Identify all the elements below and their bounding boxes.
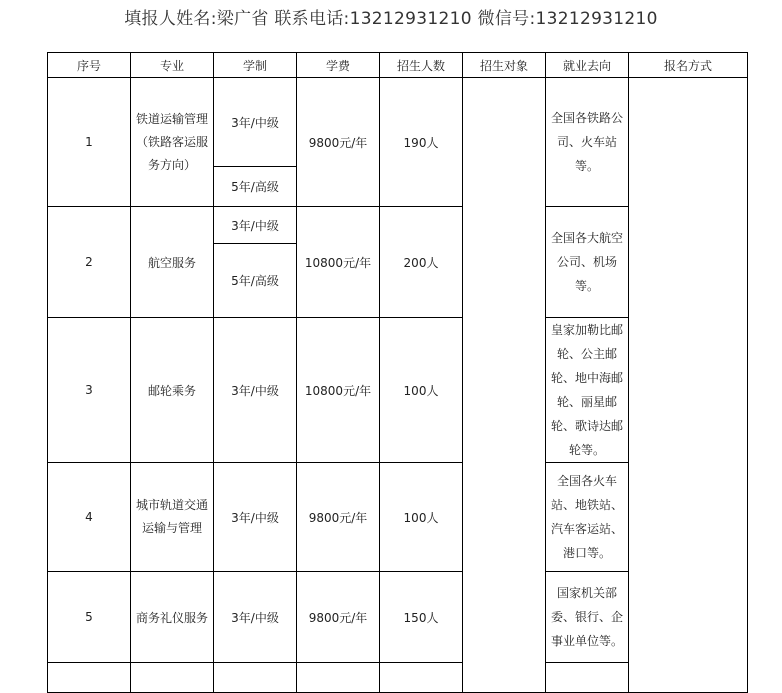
cell-duration: 3年/中级	[214, 207, 297, 244]
enrollment-table	[47, 52, 748, 693]
cell-employment	[546, 207, 629, 318]
cell-major-text: 铁道运输管理（铁路客运服务方向）	[135, 111, 208, 172]
cell-quota	[380, 663, 463, 693]
cell-employment-text: 国家机关部委、银行、企事业单位等。	[550, 586, 623, 648]
cell-quota: 100人	[380, 318, 463, 463]
cell-duration: 5年/高级	[214, 244, 297, 318]
col-header-major: 专业	[131, 53, 214, 78]
cell-duration: 3年/中级	[214, 318, 297, 463]
cell-fee	[297, 663, 380, 693]
cell-signup	[629, 78, 748, 693]
col-header-target: 招生对象	[463, 53, 546, 78]
cell-employment-text: 全国各大航空公司、机场等。	[550, 231, 623, 293]
cell-duration: 3年/中级	[214, 463, 297, 572]
cell-employment-text: 皇家加勒比邮轮、公主邮轮、地中海邮轮、丽星邮轮、歌诗达邮轮等。	[550, 323, 623, 457]
cell-major	[131, 463, 214, 572]
cell-fee: 9800元/年	[297, 463, 380, 572]
table-row	[48, 78, 748, 167]
cell-major-text: 城市轨道交通运输与管理	[135, 498, 208, 535]
cell-index: 4	[48, 463, 131, 572]
cell-major	[131, 78, 214, 207]
table-header-row	[48, 53, 748, 78]
cell-index: 2	[48, 207, 131, 318]
cell-employment	[546, 78, 629, 207]
cell-index	[48, 663, 131, 693]
cell-quota: 100人	[380, 463, 463, 572]
cell-employment	[546, 663, 629, 693]
cell-fee: 9800元/年	[297, 572, 380, 663]
col-header-employment: 就业去向	[546, 53, 629, 78]
cell-employment	[546, 463, 629, 572]
cell-major: 邮轮乘务	[131, 318, 214, 463]
cell-duration: 3年/中级	[214, 78, 297, 167]
cell-index: 3	[48, 318, 131, 463]
cell-quota: 190人	[380, 78, 463, 207]
cell-fee: 10800元/年	[297, 318, 380, 463]
cell-duration: 3年/中级	[214, 572, 297, 663]
cell-target	[463, 78, 546, 693]
cell-index: 5	[48, 572, 131, 663]
cell-major	[131, 663, 214, 693]
cell-quota: 150人	[380, 572, 463, 663]
cell-duration: 5年/高级	[214, 167, 297, 207]
col-header-quota: 招生人数	[380, 53, 463, 78]
cell-fee: 9800元/年	[297, 78, 380, 207]
col-header-fee: 学费	[297, 53, 380, 78]
cell-employment-text: 全国各铁路公司、火车站等。	[550, 111, 623, 173]
cell-duration	[214, 663, 297, 693]
cell-employment	[546, 572, 629, 663]
cell-employment-text: 全国各火车站、地铁站、汽车客运站、港口等。	[550, 474, 623, 560]
col-header-signup: 报名方式	[629, 53, 748, 78]
cell-major: 航空服务	[131, 207, 214, 318]
page-header: 填报人姓名:梁广省 联系电话:13212931210 微信号:13212931210	[124, 9, 658, 29]
cell-quota: 200人	[380, 207, 463, 318]
cell-major: 商务礼仪服务	[131, 572, 214, 663]
cell-fee: 10800元/年	[297, 207, 380, 318]
col-header-duration: 学制	[214, 53, 297, 78]
cell-index: 1	[48, 78, 131, 207]
col-header-index: 序号	[48, 53, 131, 78]
cell-employment	[546, 318, 629, 463]
